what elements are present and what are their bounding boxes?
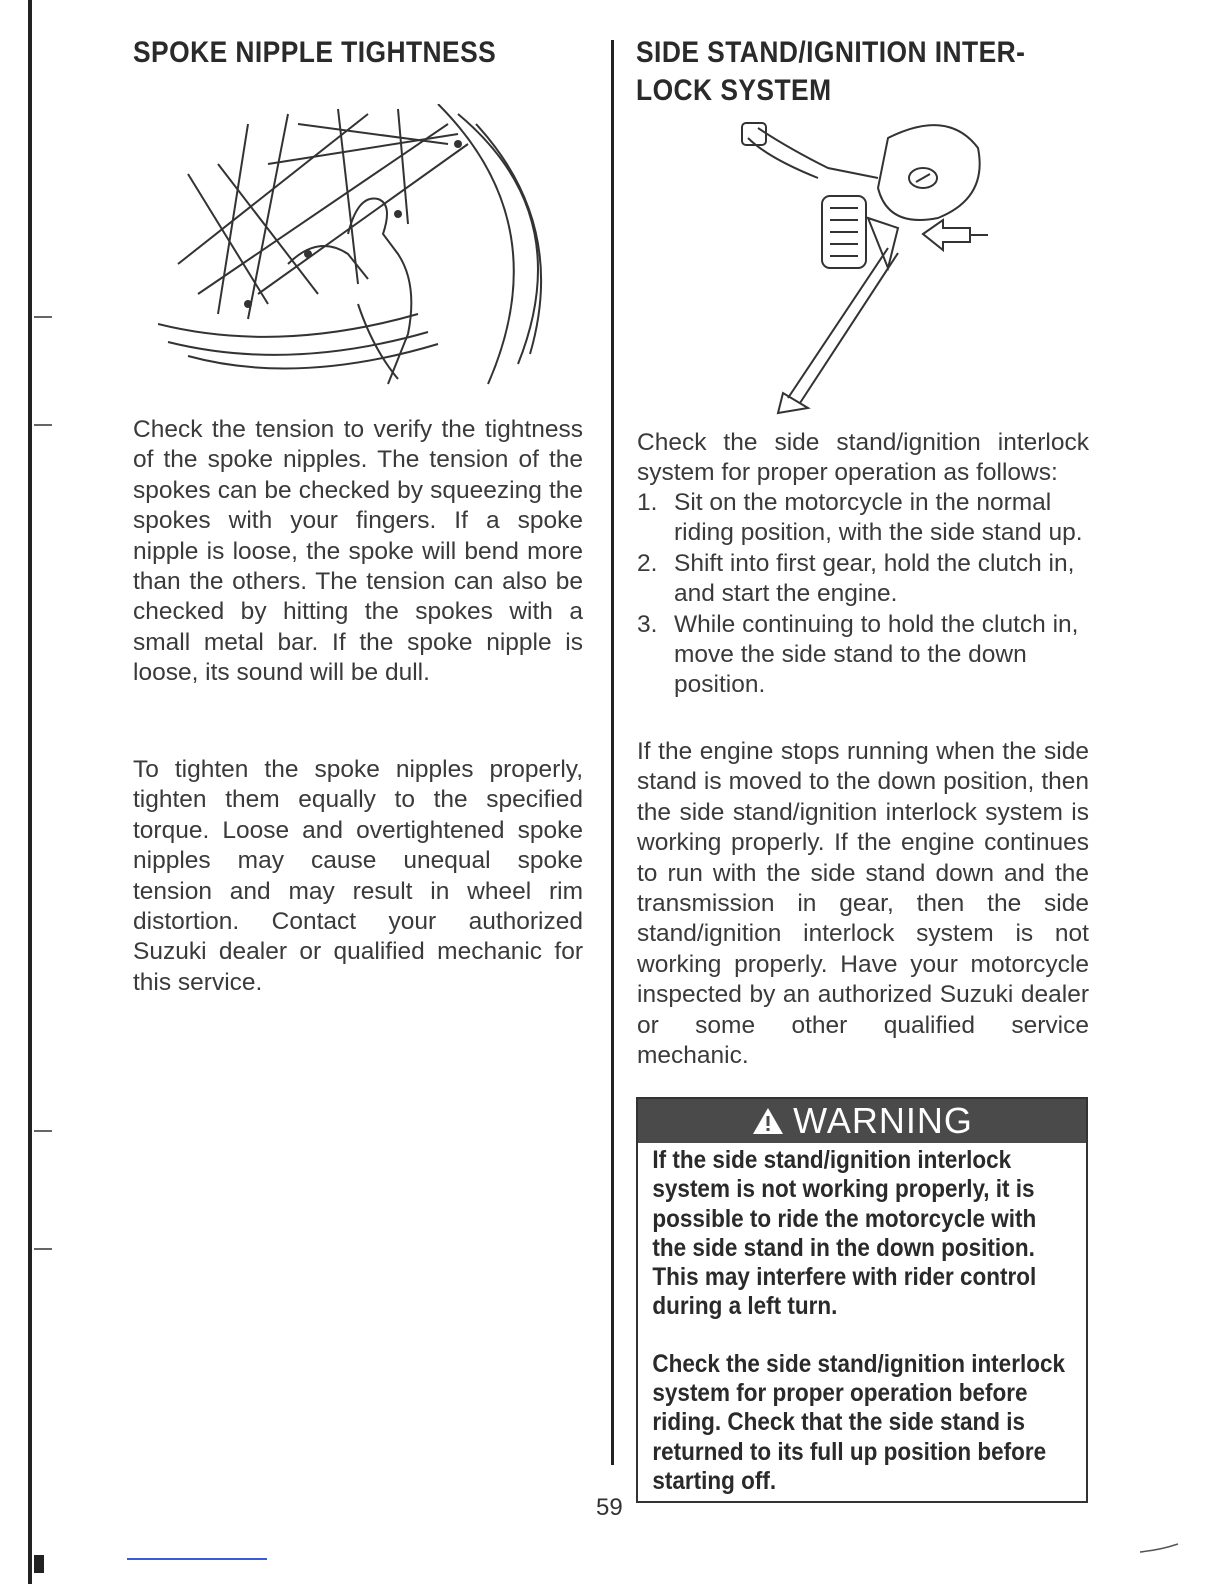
corner-mark (34, 1555, 44, 1573)
step-number: 2. (637, 549, 658, 577)
spoke-wheel-hand-illustration (158, 104, 588, 394)
step-number: 3. (637, 610, 658, 638)
spoke-nipple-heading: SPOKE NIPPLE TIGHTNESS (133, 36, 497, 69)
binding-mark (34, 1130, 52, 1132)
warning-text-1: If the side stand/ignition interlock system is not working properly, it is possible to ride the motorcycle with the side stand in the down position. This may interfere with rider control during a left turn. (652, 1146, 1037, 1321)
step-text: While continuing to hold the clutch in, move the side stand to the down position. (674, 610, 1079, 699)
spoke-tightening-paragraph: To tighten the spoke nipples properly, tighten them equally to the specified torque. Loose and overtightened spoke nipples may cause unequal spoke tension and may result in wheel rim distortion. Contact your authorized Suzuki dealer or qualified mechanic for this service. (133, 756, 583, 996)
warning-title: WARNING (793, 1100, 973, 1141)
warning-header (638, 1099, 1086, 1143)
warning-box (636, 1097, 1088, 1503)
footer-line (127, 1558, 267, 1560)
step-text: Sit on the motorcycle in the normal riding position, with the side stand up. (674, 489, 1083, 547)
list-item (637, 549, 1089, 610)
corner-scribble (1140, 1542, 1180, 1554)
side-stand-heading (636, 34, 1102, 110)
list-item (637, 610, 1089, 701)
column-divider (611, 40, 614, 1465)
list-item (637, 488, 1089, 549)
step-text: Shift into first gear, hold the clutch in, and start the engine. (674, 549, 1075, 608)
binding-mark (34, 1248, 52, 1250)
warning-triangle-icon (751, 1106, 785, 1136)
page-number: 59 (596, 1494, 623, 1521)
side-stand-switch-illustration (738, 108, 1008, 420)
interlock-result-paragraph: If the engine stops running when the side stand is moved to the down position, then the side stand/ignition interlock system is working properly. If the engine continues to run with the side stand down and the transmission in gear, then the side stand/ignition interlock system is not working properly. Have your motorcycle inspected by an authorized Suzuki dealer or some other qualified service mechanic. (637, 738, 1089, 1070)
side-stand-heading-line1: SIDE STAND/IGNITION INTER- (636, 36, 1026, 69)
step-number: 1. (637, 489, 658, 516)
side-stand-heading-line2: LOCK SYSTEM (636, 74, 832, 107)
binding-mark (34, 316, 52, 318)
interlock-steps-list (637, 488, 1089, 701)
spoke-tension-paragraph: Check the tension to verify the tightness of the spoke nipples. The tension of the spokes can be checked by squeezing the spokes with your fingers. If a spoke nipple is loose, the spoke will bend more than the others. The tension can also be checked by hitting the spokes with a small metal bar. If the spoke nipple is loose, its sound will be dull. (133, 416, 583, 687)
binding-edge (28, 0, 32, 1584)
binding-mark (34, 424, 52, 426)
warning-text-2: Check the side stand/ignition interlock system for proper operation before riding. Check that the side stand is returned to its full up position before starting off. (652, 1349, 1065, 1495)
interlock-intro-paragraph: Check the side stand/ignition interlock system for proper operation as follows: (637, 429, 1089, 487)
